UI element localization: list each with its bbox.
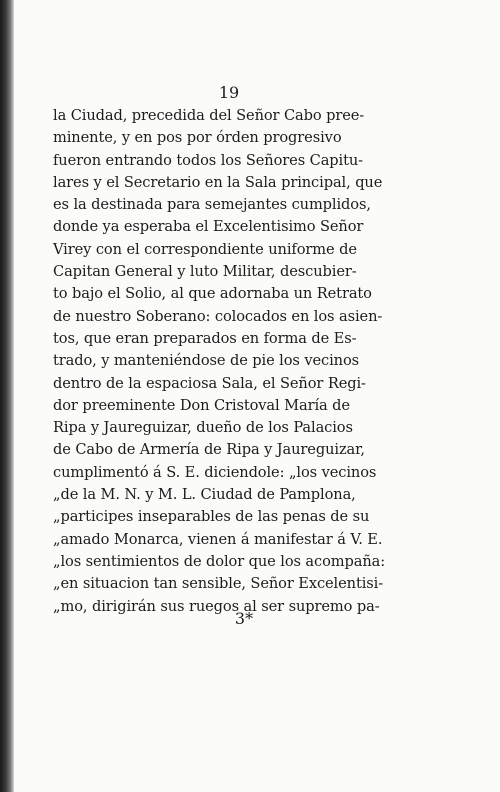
text-line: de nuestro Soberano: colocados en los asien-	[53, 307, 383, 325]
text-line: fueron entrando todos los Señores Capitu-	[53, 151, 364, 169]
body-text	[53, 105, 386, 618]
text-line: Virey con el correspondiente uniforme de	[53, 240, 357, 258]
text-line: „mo, dirigirán sus ruegos al ser supremo pa-	[53, 597, 380, 615]
text-line: de Cabo de Armería de Ripa y Jaureguizar,	[53, 441, 365, 459]
text-line: lares y el Secretario en la Sala principal, que	[53, 173, 383, 191]
text-line: „amado Monarca, vienen á manifestar á V. E.	[53, 530, 383, 548]
text-line: es la destinada para semejantes cumplidos,	[53, 196, 371, 214]
text-line: dentro de la espaciosa Sala, el Señor Regi-	[53, 374, 366, 392]
text-line: donde ya esperaba el Excelentisimo Señor	[53, 218, 364, 236]
text-line: „participes inseparables de las penas de su	[53, 508, 370, 526]
binding-gutter	[0, 0, 14, 792]
text-line: minente, y en pos por órden progresivo	[53, 129, 342, 147]
text-line: dor preeminente Don Cristoval María de	[53, 396, 350, 414]
book-page	[14, 0, 500, 792]
text-line: Capitan General y luto Militar, descubier-	[53, 263, 357, 281]
text-line: la Ciudad, precedida del Señor Cabo pree-	[53, 107, 365, 124]
text-line: to bajo el Solio, al que adornaba un Retrato	[53, 285, 372, 303]
text-line: Ripa y Jaureguizar, dueño de los Palacios	[53, 419, 353, 437]
text-line: „de la M. N. y M. L. Ciudad de Pamplona,	[53, 486, 356, 504]
text-line: „los sentimientos de dolor que los acompaña:	[53, 552, 386, 570]
signature-mark: 3*	[234, 609, 254, 628]
text-line: tos, que eran preparados en forma de Es-	[53, 329, 357, 347]
text-line: trado, y manteniéndose de pie los vecinos	[53, 352, 360, 370]
text-line: „en situacion tan sensible, Señor Excelentisi-	[53, 575, 384, 593]
page-number: 19	[218, 83, 240, 102]
text-line: cumplimentó á S. E. diciendole: „los vecinos	[53, 463, 377, 481]
